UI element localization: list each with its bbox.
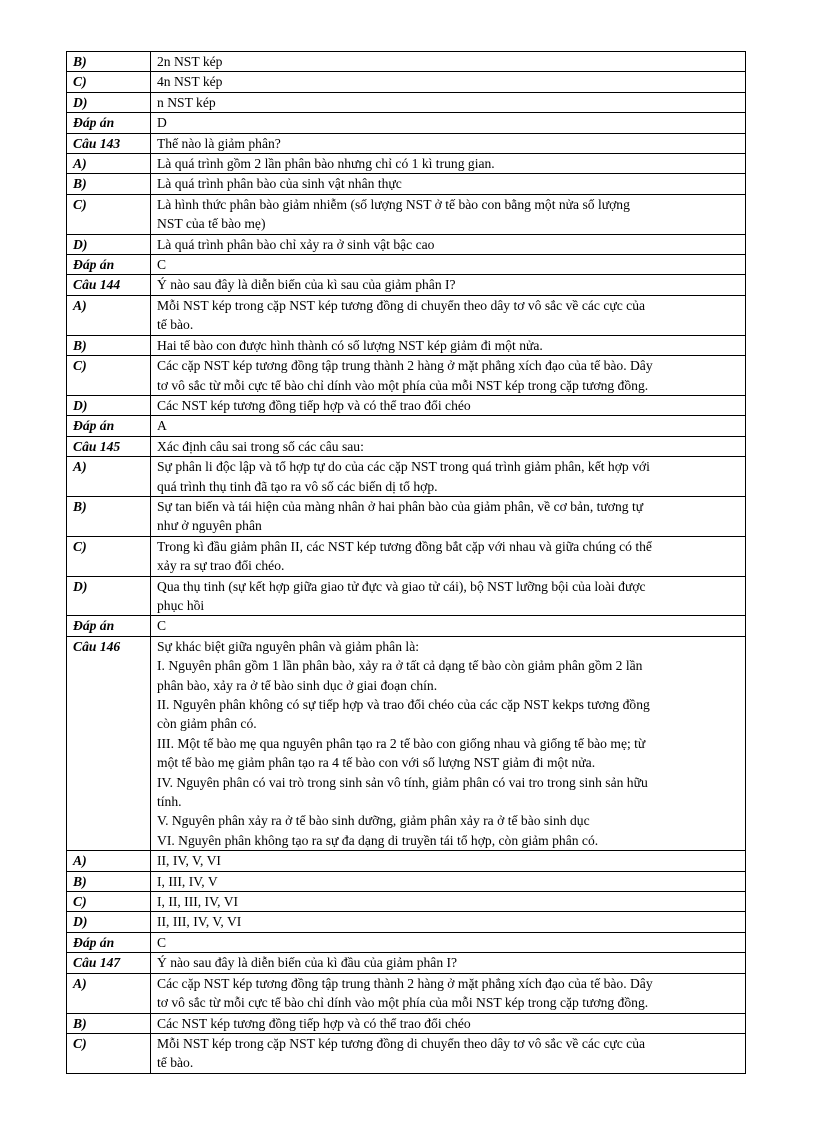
table-row	[67, 1013, 746, 1033]
row-label: A)	[67, 295, 151, 335]
content-line: một tế bào mẹ giảm phân tạo ra 4 tế bào con với số lượng NST giảm đi một nửa.	[157, 755, 596, 771]
table-row	[67, 912, 746, 932]
row-label: C)	[67, 356, 151, 396]
table-row	[67, 133, 746, 153]
content-line: I, II, III, IV, VI	[157, 894, 239, 910]
table-row	[67, 616, 746, 636]
content-line: 2n NST kép	[157, 54, 223, 69]
row-content	[151, 52, 746, 72]
content-line: Sự khác biệt giữa nguyên phân và giảm phân là:	[157, 638, 419, 654]
table-row	[67, 356, 746, 396]
content-line: Các NST kép tương đồng tiếp hợp và có thể trao đổi chéo	[157, 397, 471, 413]
row-content	[151, 457, 746, 497]
row-content	[151, 636, 746, 850]
row-content	[151, 275, 746, 295]
content-line: VI. Nguyên phân không tạo ra sự đa dạng di truyền tái tổ hợp, còn giảm phân có.	[157, 832, 599, 848]
table-row	[67, 576, 746, 616]
row-label: Đáp án	[67, 616, 151, 636]
content-line: V. Nguyên phân xảy ra ở tế bào sinh dưỡng, giảm phân xảy ra ở tế bào sinh dục	[157, 813, 590, 829]
content-line: phân bào, xảy ra ở tế bào sinh dục ở giai đoạn chín.	[157, 677, 438, 693]
content-line: Xác định câu sai trong số các câu sau:	[157, 438, 364, 454]
row-label: D)	[67, 234, 151, 254]
content-line: quá trình thụ tinh đã tạo ra vô số các biến dị tổ hợp.	[157, 478, 438, 494]
table-row	[67, 335, 746, 355]
row-label: A)	[67, 154, 151, 174]
content-line: II, III, IV, V, VI	[157, 914, 242, 930]
content-line: Các cặp NST kép tương đồng tập trung thành 2 hàng ở mặt phẳng xích đạo của tế bào. Dây	[157, 975, 653, 991]
content-line: C	[157, 257, 167, 273]
content-line: tế bào.	[157, 317, 194, 333]
row-label: D)	[67, 912, 151, 932]
content-line: Là quá trình phân bào của sinh vật nhân thực	[157, 176, 402, 192]
table-row	[67, 892, 746, 912]
row-content	[151, 72, 746, 92]
content-line: C	[157, 934, 167, 950]
content-line: Hai tế bào con được hình thành có số lượng NST kép giảm đi một nửa.	[157, 337, 543, 353]
row-label: Câu 145	[67, 436, 151, 456]
row-label: D)	[67, 92, 151, 112]
row-label: Câu 143	[67, 133, 151, 153]
table-row	[67, 536, 746, 576]
row-label: C)	[67, 1033, 151, 1073]
row-content	[151, 194, 746, 234]
table-row	[67, 174, 746, 194]
row-label: A)	[67, 457, 151, 497]
row-label: B)	[67, 174, 151, 194]
row-content	[151, 92, 746, 112]
content-line: tính.	[157, 794, 182, 810]
content-line: D	[157, 115, 167, 131]
table-row	[67, 92, 746, 112]
row-label: D)	[67, 576, 151, 616]
row-content	[151, 616, 746, 636]
row-label: C)	[67, 536, 151, 576]
table-row	[67, 395, 746, 415]
question-table-body	[67, 52, 746, 1074]
content-line: Mỗi NST kép trong cặp NST kép tương đồng di chuyển theo dây tơ vô sắc về các cực của	[157, 297, 646, 313]
content-line: I, III, IV, V	[157, 873, 218, 889]
table-row	[67, 295, 746, 335]
row-label: C)	[67, 892, 151, 912]
table-row	[67, 973, 746, 1013]
content-line: NST của tế bào mẹ)	[157, 216, 266, 232]
content-line: 4n NST kép	[157, 74, 223, 90]
content-line: xảy ra sự trao đổi chéo.	[157, 558, 285, 574]
content-line: Là quá trình phân bào chỉ xảy ra ở sinh vật bậc cao	[157, 236, 435, 252]
content-line: Thế nào là giảm phân?	[157, 135, 281, 151]
content-line: II. Nguyên phân không có sự tiếp hợp và trao đổi chéo của các cặp NST kekps tương đồng	[157, 697, 650, 712]
content-line: Mỗi NST kép trong cặp NST kép tương đồng di chuyển theo dây tơ vô sắc về các cực của	[157, 1035, 646, 1051]
row-content	[151, 496, 746, 536]
content-line: Các cặp NST kép tương đồng tập trung thành 2 hàng ở mặt phẳng xích đạo của tế bào. Dây	[157, 358, 653, 374]
table-row	[67, 871, 746, 891]
row-label: Câu 146	[67, 636, 151, 850]
row-label: A)	[67, 851, 151, 871]
table-row	[67, 194, 746, 234]
content-line: tơ vô sắc từ mỗi cực tế bào chỉ dính vào một phía của mỗi NST kép trong cặp tương đồng.	[157, 995, 649, 1011]
content-line: III. Một tế bào mẹ qua nguyên phân tạo ra 2 tế bào con giống nhau và giống tế bào mẹ; từ	[157, 735, 646, 751]
content-line: Là quá trình gồm 2 lần phân bào nhưng chỉ có 1 kì trung gian.	[157, 156, 495, 172]
row-label: Đáp án	[67, 113, 151, 133]
content-line: A	[157, 418, 167, 434]
table-row	[67, 416, 746, 436]
table-row	[67, 72, 746, 92]
row-content	[151, 576, 746, 616]
row-label: Câu 144	[67, 275, 151, 295]
row-label: C)	[67, 72, 151, 92]
row-content	[151, 356, 746, 396]
row-content	[151, 295, 746, 335]
row-content	[151, 932, 746, 952]
content-line: tơ vô sắc từ mỗi cực tế bào chỉ dính vào một phía của mỗi NST kép trong cặp tương đồng.	[157, 377, 649, 393]
content-line: còn giảm phân có.	[157, 716, 257, 732]
question-table	[66, 51, 746, 1074]
row-content	[151, 154, 746, 174]
row-content	[151, 436, 746, 456]
content-line: I. Nguyên phân gồm 1 lần phân bào, xảy ra ở tất cả dạng tế bào còn giảm phân gồm 2 lần	[157, 658, 643, 674]
table-row	[67, 52, 746, 72]
row-content	[151, 113, 746, 133]
table-row	[67, 255, 746, 275]
row-content	[151, 133, 746, 153]
row-label: A)	[67, 973, 151, 1013]
table-row	[67, 113, 746, 133]
content-line: Ý nào sau đây là diễn biến của kì đầu của giảm phân I?	[157, 955, 458, 971]
row-label: B)	[67, 1013, 151, 1033]
row-label: C)	[67, 194, 151, 234]
content-line: Trong kì đầu giảm phân II, các NST kép tương đồng bắt cặp với nhau và giữa chúng có thể	[157, 538, 652, 554]
table-row	[67, 496, 746, 536]
table-row	[67, 932, 746, 952]
content-line: Ý nào sau đây là diễn biến của kì sau của giảm phân I?	[157, 277, 456, 293]
table-row	[67, 953, 746, 973]
row-content	[151, 851, 746, 871]
table-row	[67, 1033, 746, 1073]
row-label: B)	[67, 52, 151, 72]
table-row	[67, 636, 746, 850]
row-content	[151, 174, 746, 194]
content-line: IV. Nguyên phân có vai trò trong sinh sản vô tính, giảm phân có vai tro trong sinh sản hữu	[157, 774, 648, 790]
row-label: Đáp án	[67, 255, 151, 275]
content-line: tế bào.	[157, 1055, 194, 1071]
row-content	[151, 255, 746, 275]
table-row	[67, 275, 746, 295]
table-row	[67, 436, 746, 456]
content-line: Qua thụ tinh (sự kết hợp giữa giao tử đực và giao tử cái), bộ NST lưỡng bội của loài được	[157, 578, 646, 594]
table-row	[67, 851, 746, 871]
row-label: B)	[67, 335, 151, 355]
table-row	[67, 154, 746, 174]
table-row	[67, 457, 746, 497]
row-label: Câu 147	[67, 953, 151, 973]
content-line: II, IV, V, VI	[157, 853, 221, 869]
row-label: Đáp án	[67, 416, 151, 436]
row-content	[151, 335, 746, 355]
row-content	[151, 395, 746, 415]
content-line: Là hình thức phân bào giảm nhiễm (số lượng NST ở tế bào con bằng một nửa số lượng	[157, 196, 630, 212]
row-content	[151, 892, 746, 912]
content-line: như ở nguyên phân	[157, 518, 262, 534]
content-line: Các NST kép tương đồng tiếp hợp và có thể trao đổi chéo	[157, 1015, 471, 1031]
row-content	[151, 1033, 746, 1073]
row-content	[151, 234, 746, 254]
content-line: phục hồi	[157, 597, 205, 613]
row-content	[151, 871, 746, 891]
content-line: Sự phân li độc lập và tổ hợp tự do của các cặp NST trong quá trình giảm phân, kết hợp với	[157, 459, 650, 475]
row-content	[151, 973, 746, 1013]
row-content	[151, 1013, 746, 1033]
row-content	[151, 416, 746, 436]
row-label: Đáp án	[67, 932, 151, 952]
row-content	[151, 536, 746, 576]
table-row	[67, 234, 746, 254]
row-label: B)	[67, 496, 151, 536]
content-line: Sự tan biến và tái hiện của màng nhân ở hai phân bào của giảm phân, về cơ bản, tương tự	[157, 498, 644, 514]
row-label: B)	[67, 871, 151, 891]
content-line: n NST kép	[157, 94, 216, 110]
content-line: C	[157, 618, 167, 634]
row-content	[151, 953, 746, 973]
row-label: D)	[67, 395, 151, 415]
row-content	[151, 912, 746, 932]
